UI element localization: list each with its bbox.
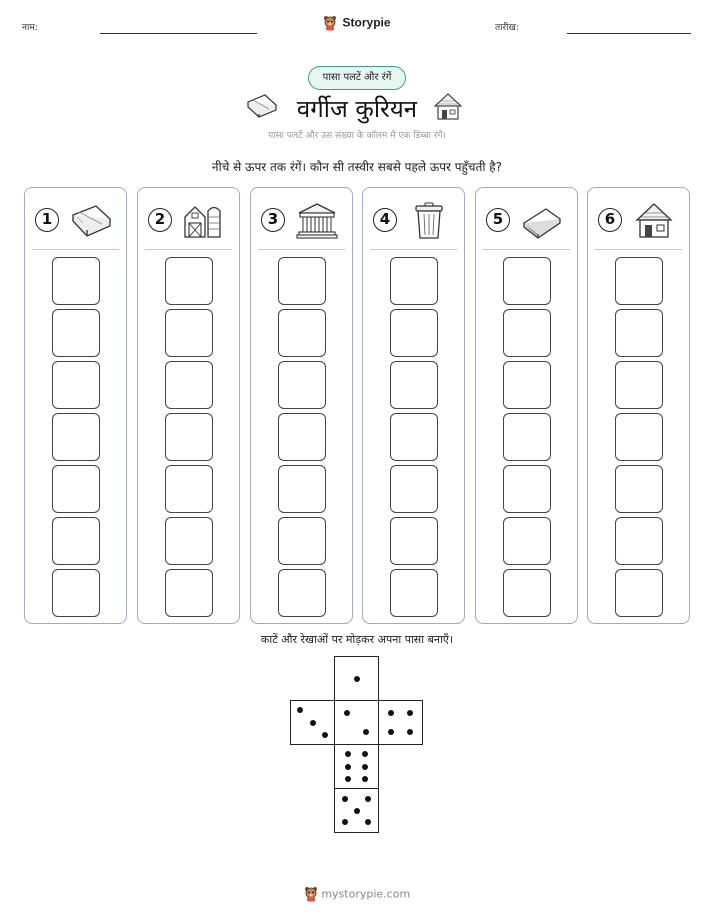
die-face-3 [290, 700, 335, 745]
die-face-5 [334, 788, 379, 833]
color-box[interactable] [390, 413, 438, 461]
color-box[interactable] [278, 413, 326, 461]
column-number: 5 [486, 208, 510, 232]
name-label: नाम: [22, 23, 38, 33]
color-box[interactable] [52, 465, 100, 513]
color-box[interactable] [278, 309, 326, 357]
color-box[interactable] [52, 413, 100, 461]
bank-building-icon [295, 201, 339, 241]
color-box[interactable] [165, 413, 213, 461]
color-box[interactable] [503, 465, 551, 513]
color-box[interactable] [615, 465, 663, 513]
die-pip [322, 732, 328, 738]
instruction-text: नीचे से ऊपर तक रंगें। कौन सी तस्वीर सबसे पहले ऊपर पहुँचती है? [211, 160, 503, 174]
storypie-mascot-icon [323, 15, 337, 31]
column-4 [362, 187, 465, 624]
die-pip [345, 776, 351, 782]
name-line[interactable] [100, 33, 257, 34]
color-box[interactable] [278, 569, 326, 617]
column-6 [587, 187, 690, 624]
color-box[interactable] [390, 517, 438, 565]
color-box[interactable] [165, 361, 213, 409]
package-icon [69, 201, 113, 241]
color-box[interactable] [165, 517, 213, 565]
die-pip [310, 720, 316, 726]
die-pip [362, 764, 368, 770]
color-box[interactable] [503, 361, 551, 409]
date-line[interactable] [567, 33, 691, 34]
color-box[interactable] [52, 569, 100, 617]
column-divider [32, 249, 119, 250]
color-box[interactable] [390, 465, 438, 513]
column-5 [475, 187, 578, 624]
column-divider [258, 249, 345, 250]
color-box[interactable] [52, 309, 100, 357]
subtitle: पासा पलटें और उस संख्या के कॉलम में एक डिब्बा रंगें। [268, 131, 446, 141]
color-box[interactable] [615, 413, 663, 461]
brand-name: Storypie [342, 15, 391, 30]
die-pip [354, 676, 360, 682]
column-number: 2 [148, 208, 172, 232]
brand-logo [0, 12, 714, 31]
die-pip [345, 764, 351, 770]
color-box[interactable] [615, 309, 663, 357]
color-box[interactable] [615, 361, 663, 409]
die-pip [354, 808, 360, 814]
color-box[interactable] [278, 465, 326, 513]
die-pip [345, 751, 351, 757]
page-title: वर्गीज कुरियन [296, 95, 418, 123]
color-box[interactable] [278, 257, 326, 305]
color-box[interactable] [165, 309, 213, 357]
die-pip [407, 729, 413, 735]
die-face-6 [334, 744, 379, 789]
die-pip [363, 729, 369, 735]
color-box[interactable] [52, 257, 100, 305]
hut-icon [432, 92, 464, 122]
date-label: तारीख: [495, 23, 519, 33]
column-3 [250, 187, 353, 624]
footer [0, 886, 714, 902]
color-box[interactable] [390, 569, 438, 617]
die-face-2 [334, 700, 379, 745]
activity-pill: पासा पलटें और रंगें [308, 66, 406, 90]
trash-can-icon [407, 201, 451, 241]
color-box[interactable] [390, 309, 438, 357]
color-box[interactable] [52, 361, 100, 409]
color-box[interactable] [503, 309, 551, 357]
column-number: 1 [35, 208, 59, 232]
color-box[interactable] [390, 257, 438, 305]
footer-url: mystorypie.com [321, 887, 411, 901]
color-box[interactable] [165, 569, 213, 617]
die-face-4 [378, 700, 423, 745]
color-box[interactable] [278, 517, 326, 565]
die-pip [388, 710, 394, 716]
color-box[interactable] [615, 517, 663, 565]
color-box[interactable] [165, 465, 213, 513]
die-pip [365, 796, 371, 802]
column-divider [595, 249, 682, 250]
color-box[interactable] [503, 413, 551, 461]
barn-icon [182, 201, 226, 241]
column-number: 3 [261, 208, 285, 232]
die-pip [342, 796, 348, 802]
color-box[interactable] [52, 517, 100, 565]
die-pip [297, 707, 303, 713]
die-pip [362, 776, 368, 782]
die-pip [342, 819, 348, 825]
column-divider [483, 249, 570, 250]
color-box[interactable] [615, 257, 663, 305]
color-box[interactable] [503, 257, 551, 305]
die-pip [362, 751, 368, 757]
book-icon [520, 201, 564, 241]
die-pip [365, 819, 371, 825]
color-box[interactable] [165, 257, 213, 305]
column-divider [370, 249, 457, 250]
die-pip [388, 729, 394, 735]
color-box[interactable] [503, 517, 551, 565]
die-face-1 [334, 656, 379, 701]
color-box[interactable] [390, 361, 438, 409]
hut-icon [632, 201, 676, 241]
color-box[interactable] [503, 569, 551, 617]
column-1 [24, 187, 127, 624]
die-pip [407, 710, 413, 716]
storypie-mascot-icon [304, 886, 318, 902]
column-divider [145, 249, 232, 250]
column-number: 6 [598, 208, 622, 232]
die-pip [344, 710, 350, 716]
cut-instruction: काटें और रेखाओं पर मोड़कर अपना पासा बनाएँ। [260, 633, 454, 646]
column-number: 4 [373, 208, 397, 232]
column-2 [137, 187, 240, 624]
color-box[interactable] [278, 361, 326, 409]
color-box[interactable] [615, 569, 663, 617]
